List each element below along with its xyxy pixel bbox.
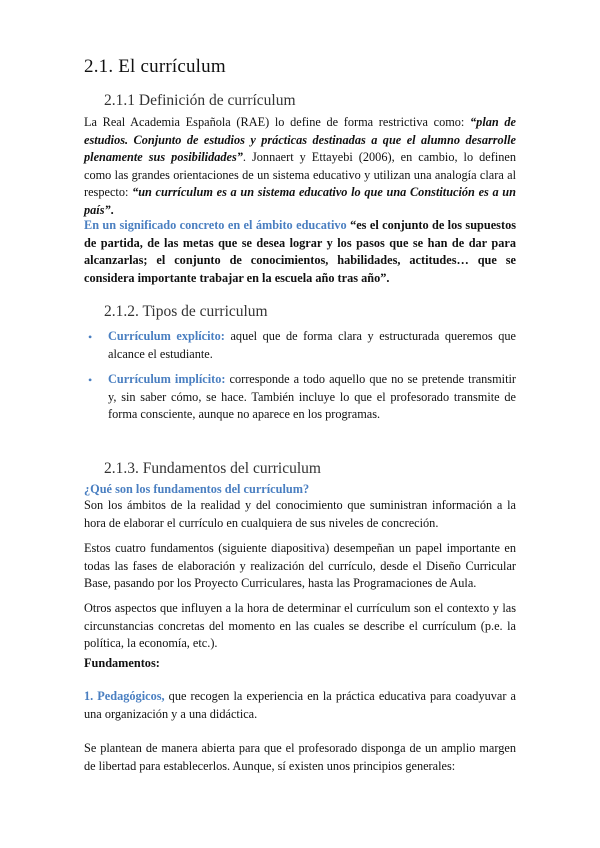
pedagogical-text: que recogen la experiencia en la práctica educativa para coadyuvar a una organización y a una didáctica. (84, 689, 516, 721)
bullet-icon: • (88, 373, 93, 387)
bullet-icon: • (88, 330, 93, 344)
foundations-paragraph-3: Otros aspectos que influyen a la hora de determinar el currículum son el contexto y las circunstancias concretas del momento en las cuales se describe el currículum (p.e. la política, la economía, etc.). (84, 601, 516, 650)
foundations-paragraph-4: Se plantean de manera abierta para que el profesorado disponga de un amplio margen de libertad para establecerlos. Aunque, sí existen unos principios generales: (84, 741, 516, 773)
foundations-paragraph-2: Estos cuatro fundamentos (siguiente diapositiva) desempeñan un papel importante en todas las fases de elaboración y realización del currículo, desde el Diseño Curricular Base, pasando por los Proyecto Curriculares, hasta las Programaciones de Aula. (84, 541, 516, 590)
definition-text-b: . Jonnaert y Ettayebi (2006), en cambio, lo definen como las grandes orientaciones de un sistema educativo y utilizan una analogía clara al respecto: (84, 150, 516, 199)
educational-meaning-text: “es el conjunto de los supuestos de partida, de las metas que se desea lograr y los pasos que se han de dar para alcanzarlas; el conjunto de conocimientos, habilidades, actitudes… que se considera importante trabajar en la escuela año tras año”. (84, 218, 516, 285)
pedagogical-item (84, 688, 516, 723)
implicit-term: Currículum implícito: (108, 372, 226, 386)
implicit-text: corresponde a todo aquello que no se pretende transmitir y, sin saber cómo, se hace. También incluye lo que el profesorado transmite de forma consciente, aunque no aparece en los programas. (108, 372, 516, 421)
foundations-heading: Fundamentos: (84, 656, 160, 670)
list-item-explicit (108, 328, 516, 363)
definition-text-a: La Real Academia Española (RAE) lo define de forma restrictiva como: (84, 115, 471, 129)
definition-paragraph (84, 114, 516, 219)
pedagogical-label: 1. Pedagógicos, (84, 689, 165, 703)
explicit-term: Currículum explícito: (108, 329, 225, 343)
educational-meaning-paragraph (84, 217, 516, 287)
educational-meaning-label: En un significado concreto en el ámbito educativo (84, 218, 347, 232)
section-title-curriculum: 2.1. El currículum (84, 56, 226, 77)
explicit-text: aquel que de forma clara y estructurada queremos que alcance el estudiante. (108, 329, 516, 361)
subsection-title-definition: 2.1.1 Definición de currículum (104, 92, 296, 109)
definition-end: . (110, 202, 114, 217)
rae-quote: “plan de estudios. Conjunto de estudios y prácticas destinadas a que el alumno desarrolle plenamente sus posibilidades” (84, 115, 516, 164)
analogy-quote: “un currículum es a un sistema educativo lo que una Constitución es a un país” (84, 185, 516, 217)
subsection-title-foundations: 2.1.3. Fundamentos del curriculum (104, 460, 321, 477)
foundations-question: ¿Qué son los fundamentos del currículum? (84, 482, 310, 496)
list-item-implicit (108, 371, 516, 424)
foundations-paragraph-1: Son los ámbitos de la realidad y del conocimiento que suministran información a la hora de elaborar el currículo en cualquiera de sus niveles de concreción. (84, 498, 516, 530)
subsection-title-types: 2.1.2. Tipos de curriculum (104, 303, 268, 320)
